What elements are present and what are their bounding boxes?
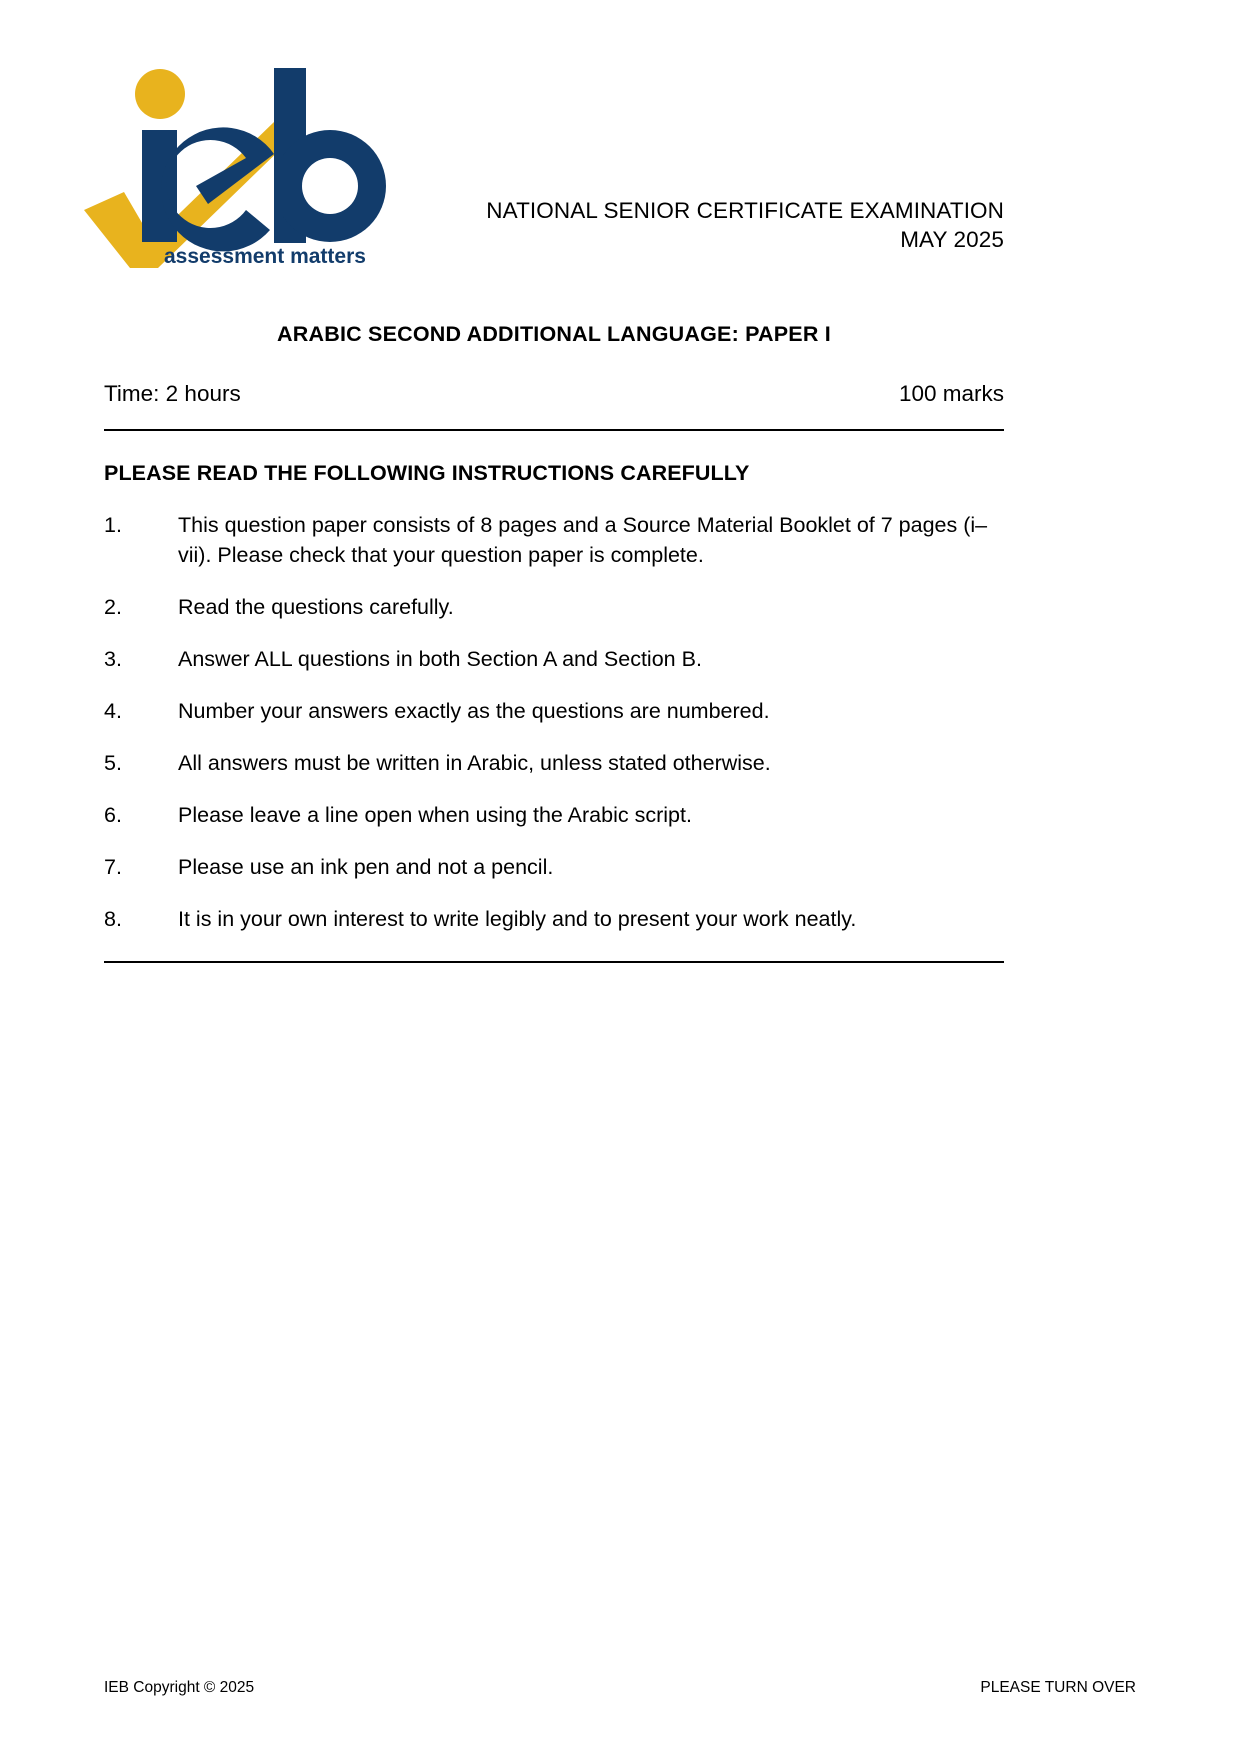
instruction-text: This question paper consists of 8 pages and a Source Material Booklet of 7 pages (i–vii). Please check that your question paper is complete. (178, 513, 988, 567)
instruction-number: 2. (104, 595, 122, 619)
page-content (104, 0, 1004, 963)
instruction-text: All answers must be written in Arabic, unless stated otherwise. (178, 751, 771, 775)
instruction-number: 5. (104, 751, 122, 775)
list-item (104, 644, 1004, 674)
horizontal-rule-top (104, 429, 1004, 431)
time-and-marks-row (104, 381, 1004, 407)
instruction-number: 3. (104, 647, 122, 671)
instructions-heading: PLEASE READ THE FOLLOWING INSTRUCTIONS CAREFULLY (104, 461, 750, 485)
page-title: ARABIC SECOND ADDITIONAL LANGUAGE: PAPER I (277, 322, 831, 346)
document-header (104, 0, 1004, 270)
logo-letter-b (274, 68, 386, 243)
time-label: Time: 2 hours (104, 381, 241, 406)
list-item (104, 852, 1004, 882)
instruction-number: 8. (104, 907, 122, 931)
instruction-text: Please leave a line open when using the Arabic script. (178, 803, 692, 827)
page-footer (104, 1679, 1136, 1697)
instruction-text: Answer ALL questions in both Section A and Section B. (178, 647, 702, 671)
list-item (104, 904, 1004, 934)
exam-header-line2: MAY 2025 (900, 227, 1004, 252)
instruction-text: Number your answers exactly as the questions are numbered. (178, 699, 770, 723)
instruction-number: 4. (104, 699, 122, 723)
instruction-text: Please use an ink pen and not a pencil. (178, 855, 554, 879)
list-item (104, 800, 1004, 830)
instruction-number: 1. (104, 513, 122, 537)
instruction-text: It is in your own interest to write legibly and to present your work neatly. (178, 907, 857, 931)
copyright-notice: IEB Copyright © 2025 (104, 1679, 255, 1696)
horizontal-rule-bottom (104, 961, 1004, 963)
logo-tagline: assessment matters (164, 245, 366, 268)
instructions-list (104, 510, 1004, 934)
logo-dot-icon (135, 69, 185, 119)
instruction-text: Read the questions carefully. (178, 595, 454, 619)
turn-over-notice: PLEASE TURN OVER (980, 1679, 1136, 1696)
list-item (104, 510, 1004, 570)
ieb-logo (78, 58, 398, 268)
instruction-number: 7. (104, 855, 122, 879)
exam-header-text (486, 196, 1004, 254)
marks-label: 100 marks (898, 381, 1004, 406)
list-item (104, 696, 1004, 726)
exam-header-line1: NATIONAL SENIOR CERTIFICATE EXAMINATION (486, 198, 1004, 223)
instruction-number: 6. (104, 803, 122, 827)
logo-letter-i (142, 130, 177, 242)
list-item (104, 592, 1004, 622)
list-item (104, 748, 1004, 778)
